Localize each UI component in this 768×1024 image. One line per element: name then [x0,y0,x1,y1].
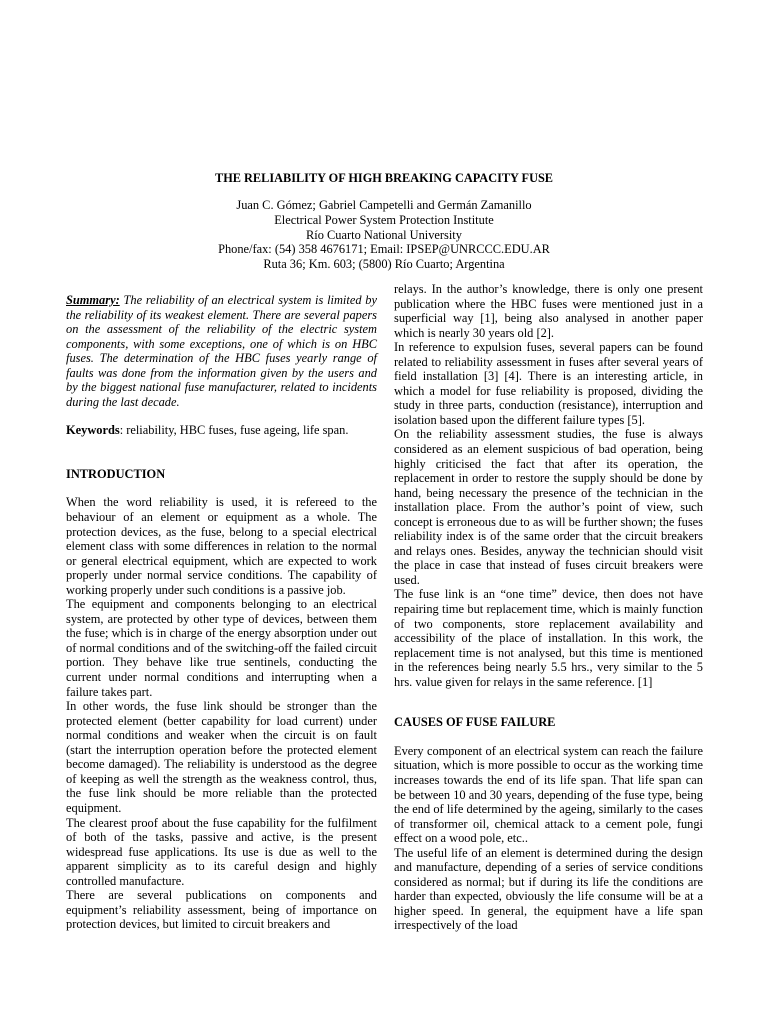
intro-paragraph-9: The fuse link is an “one time” device, then does not have repairing time but replacement time, which is mainly function of two components, store replacement availability and accessibility of the place of installation. In this work, the replacement time is not analysed, but this time is mentioned in the references being nearly 5.5 hrs., very similar to the 5 hrs. value given for relays in the same reference. [1] [394,587,703,689]
author-address: Ruta 36; Km. 603; (5800) Río Cuarto; Argentina [263,257,505,272]
right-column [394,282,703,933]
causes-paragraph-2: The useful life of an element is determined during the design and manufacture, depending of a series of service conditions considered as normal; but if during its life the conditions are harder than expected, obviously the life consume will be at a higher speed. In general, the equipment have a life span irrespectively of the load [394,845,703,933]
intro-paragraph-5: There are several publications on components and equipment’s reliability assessment, being of importance on protection devices, but limited to circuit breakers and [66,888,377,932]
introduction-heading: INTRODUCTION [66,466,166,481]
author-names: Juan C. Gómez; Gabriel Campetelli and Germán Zamanillo [236,198,532,212]
paper-title: THE RELIABILITY OF HIGH BREAKING CAPACITY FUSE [215,171,553,185]
intro-paragraph-3: In other words, the fuse link should be stronger than the protected element (better capability for load current) under normal conditions and weaker when the circuit is on fault (start the interruption operation before the protected element become damaged). The reliability is understood as the degree of keeping as well the strength as the weakness control, thus, the fuse link should be more reliable than the protected equipment. [66,699,377,815]
intro-paragraph-7: In reference to expulsion fuses, several papers can be found related to reliability assessment in fuses after several years of field installation [3] [4]. There is an interesting article, in which a model for fuse reliability is proposed, dividing the study in three parts, conduction (resistance), interruption and isolation based upon the different failure types [5]. [394,340,703,427]
intro-paragraph-8: On the reliability assessment studies, the fuse is always considered as an element suspicious of bad operation, being highly criticised the fact that after its operation, the replacement in order to restore the supply should be done by hand, being necessary the presence of the technician in the installation place. From the author’s point of view, such concept is erroneous due to as will be further shown; the fuses reliability index is of the same order that the circuit breakers and relays ones. Besides, anyway the technician should visit the place in case that instead of fuses circuit breakers were used. [394,427,703,587]
causes-heading: CAUSES OF FUSE FAILURE [394,715,556,730]
author-university: Río Cuarto National University [306,227,462,242]
causes-paragraph-1: Every component of an electrical system can reach the failure situation, which is more possible to occur as the working time increases towards the end of its life span. That life span can be between 10 and 30 years, depending of the fuse type, being the end of life determined by the ageing, similarly to the cases of transformer oil, chemical attack to a cement pole, fungi effect on a wood pole, etc.. [394,743,703,846]
intro-paragraph-1: When the word reliability is used, it is refereed to the behaviour of an element or equipment as a whole. The protection devices, as the fuse, belong to a special electrical element class with some differences in relation to the normal or general electrical equipment, which are expected to work properly under normal service conditions. The capability of working properly under such conditions is a passive job. [66,495,377,597]
summary-paragraph [66,293,377,409]
author-contact: Phone/fax: (54) 358 4676171; Email: IPSEP@UNRCCC.EDU.AR [218,242,550,257]
intro-paragraph-6: relays. In the author’s knowledge, there is only one present publication where the HBC fuses were mentioned just in a superficial way [1], being also analysed in another paper which is nearly 30 years old [2]. [394,282,703,340]
keywords-text: : reliability, HBC fuses, fuse ageing, life span. [119,423,349,438]
keywords-label: Keywords [66,423,120,438]
author-institute: Electrical Power System Protection Institute [274,212,494,227]
keywords-paragraph [66,423,377,438]
author-block [0,198,768,272]
intro-paragraph-4: The clearest proof about the fuse capability for the fulfilment of both of the tasks, passive and active, is the present widespread fuse applications. Its use is due as well to the apparent simplicity as to its careful design and highly controlled manufacture. [66,815,377,888]
left-column [66,293,377,932]
intro-paragraph-2: The equipment and components belonging to an electrical system, are protected by other type of devices, between them the fuse; which is in charge of the energy absorption under out of normal conditions and of the switching-off the failed circuit portion. They behave like true sentinels, conducting the current under normal conditions and interrupting when a failure takes part. [66,597,377,699]
summary-label: Summary: [66,293,120,307]
summary-text: The reliability of an electrical system is limited by the reliability of its weakest element. There are several papers on the assessment of the reliability of the electric system components, with some exceptions, one of which is on HBC fuses. The determination of the HBC fuses yearly range of faults was done from the information given by the users and by the biggest national fuse manufacturer, related to incidents during the last decade. [66,293,377,409]
